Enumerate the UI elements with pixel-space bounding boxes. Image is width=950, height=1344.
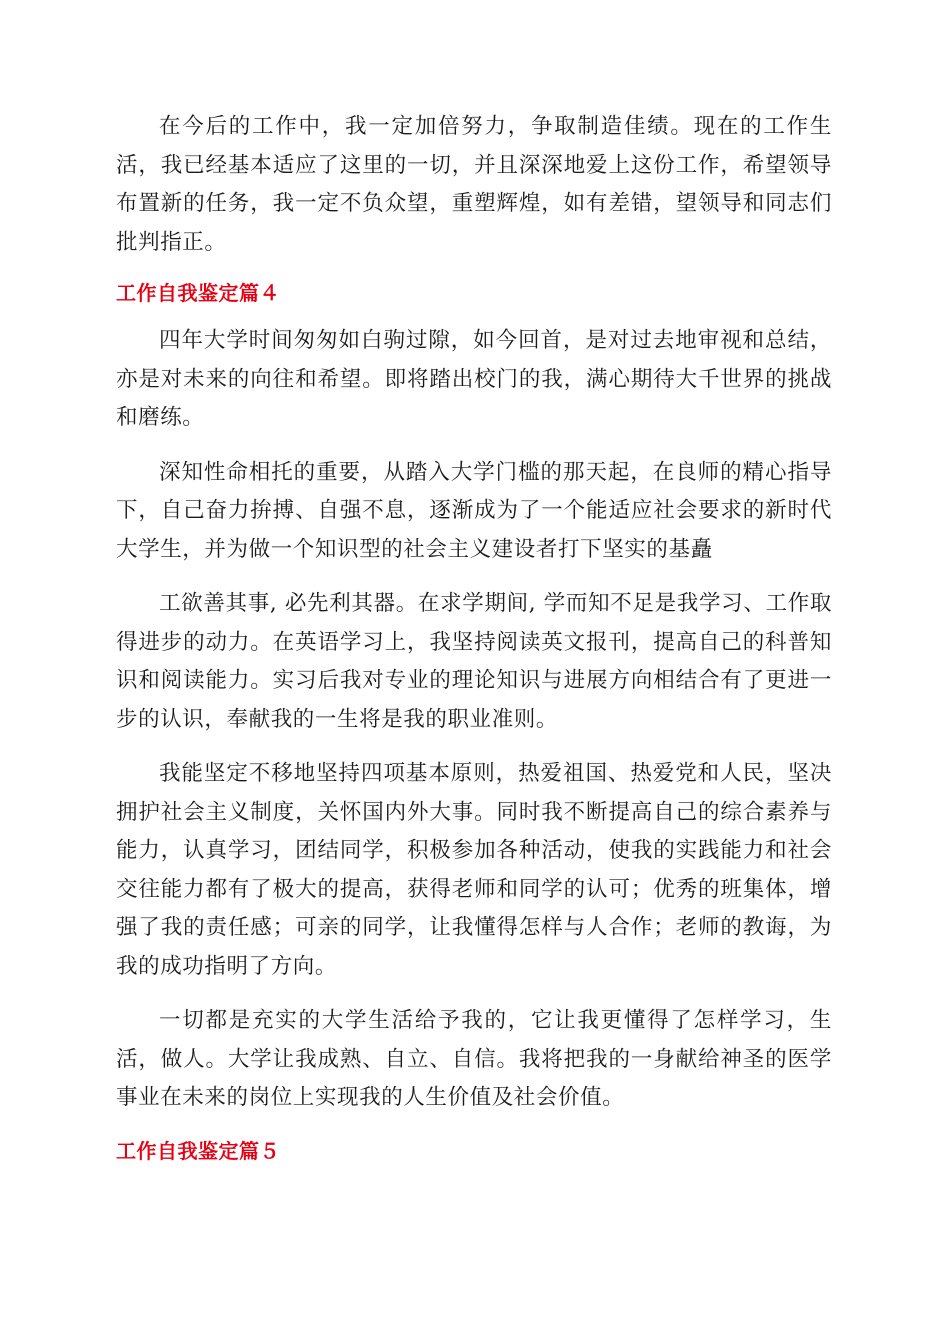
section-heading-4: 工作自我鉴定篇４: [116, 281, 280, 305]
paragraph: 一切都是充实的大学生活给予我的，它让我更懂得了怎样学习，生活，做人。大学让我成熟、自立、自信。我将把我的一身献给神圣的医学事业在未来的岗位上实现我的人生价值及社会价值。: [116, 1008, 832, 1110]
paragraph: 四年大学时间匆匆如白驹过隙，如今回首，是对过去地审视和总结，亦是对未来的向往和希望。即将踏出校门的我，满心期待大千世界的挑战和磨练。: [116, 328, 832, 430]
section-heading-5: 工作自我鉴定篇５: [116, 1138, 280, 1163]
paragraph: 在今后的工作中，我一定加倍努力，争取制造佳绩。现在的工作生活，我已经基本适应了这里的一切，并且深深地爱上这份工作，希望领导布置新的任务，我一定不负众望，重塑辉煌，如有差错，望领导和同志们批判指正。: [116, 114, 832, 255]
paragraph: 深知性命相托的重要，从踏入大学门槛的那天起，在良师的精心指导下，自己奋力拚搏、自强不息，逐渐成为了一个能适应社会要求的新时代大学生，并为做一个知识型的社会主义建设者打下坚实的基矗: [116, 459, 832, 562]
document-content: [116, 108, 832, 1180]
paragraph: 工欲善其事, 必先利其器。在求学期间, 学而知不足是我学习、工作取得进步的动力。在英语学习上，我坚持阅读英文报刊，提高自己的科普知识和阅读能力。实习后我对专业的理论知识与进展方向相结合有了更进一步的认识，奉献我的一生将是我的职业准则。: [116, 591, 832, 732]
paragraph: 我能坚定不移地坚持四项基本原则，热爱祖国、热爱党和人民，坚决拥护社会主义制度，关怀国内外大事。同时我不断提高自己的综合素养与能力，认真学习，团结同学，积极参加各种活动，使我的实践能力和社会交往能力都有了极大的提高，获得老师和同学的认可；优秀的班集体，增强了我的责任感；可亲的同学，让我懂得怎样与人合作；老师的教诲，为我的成功指明了方向。: [116, 761, 832, 979]
